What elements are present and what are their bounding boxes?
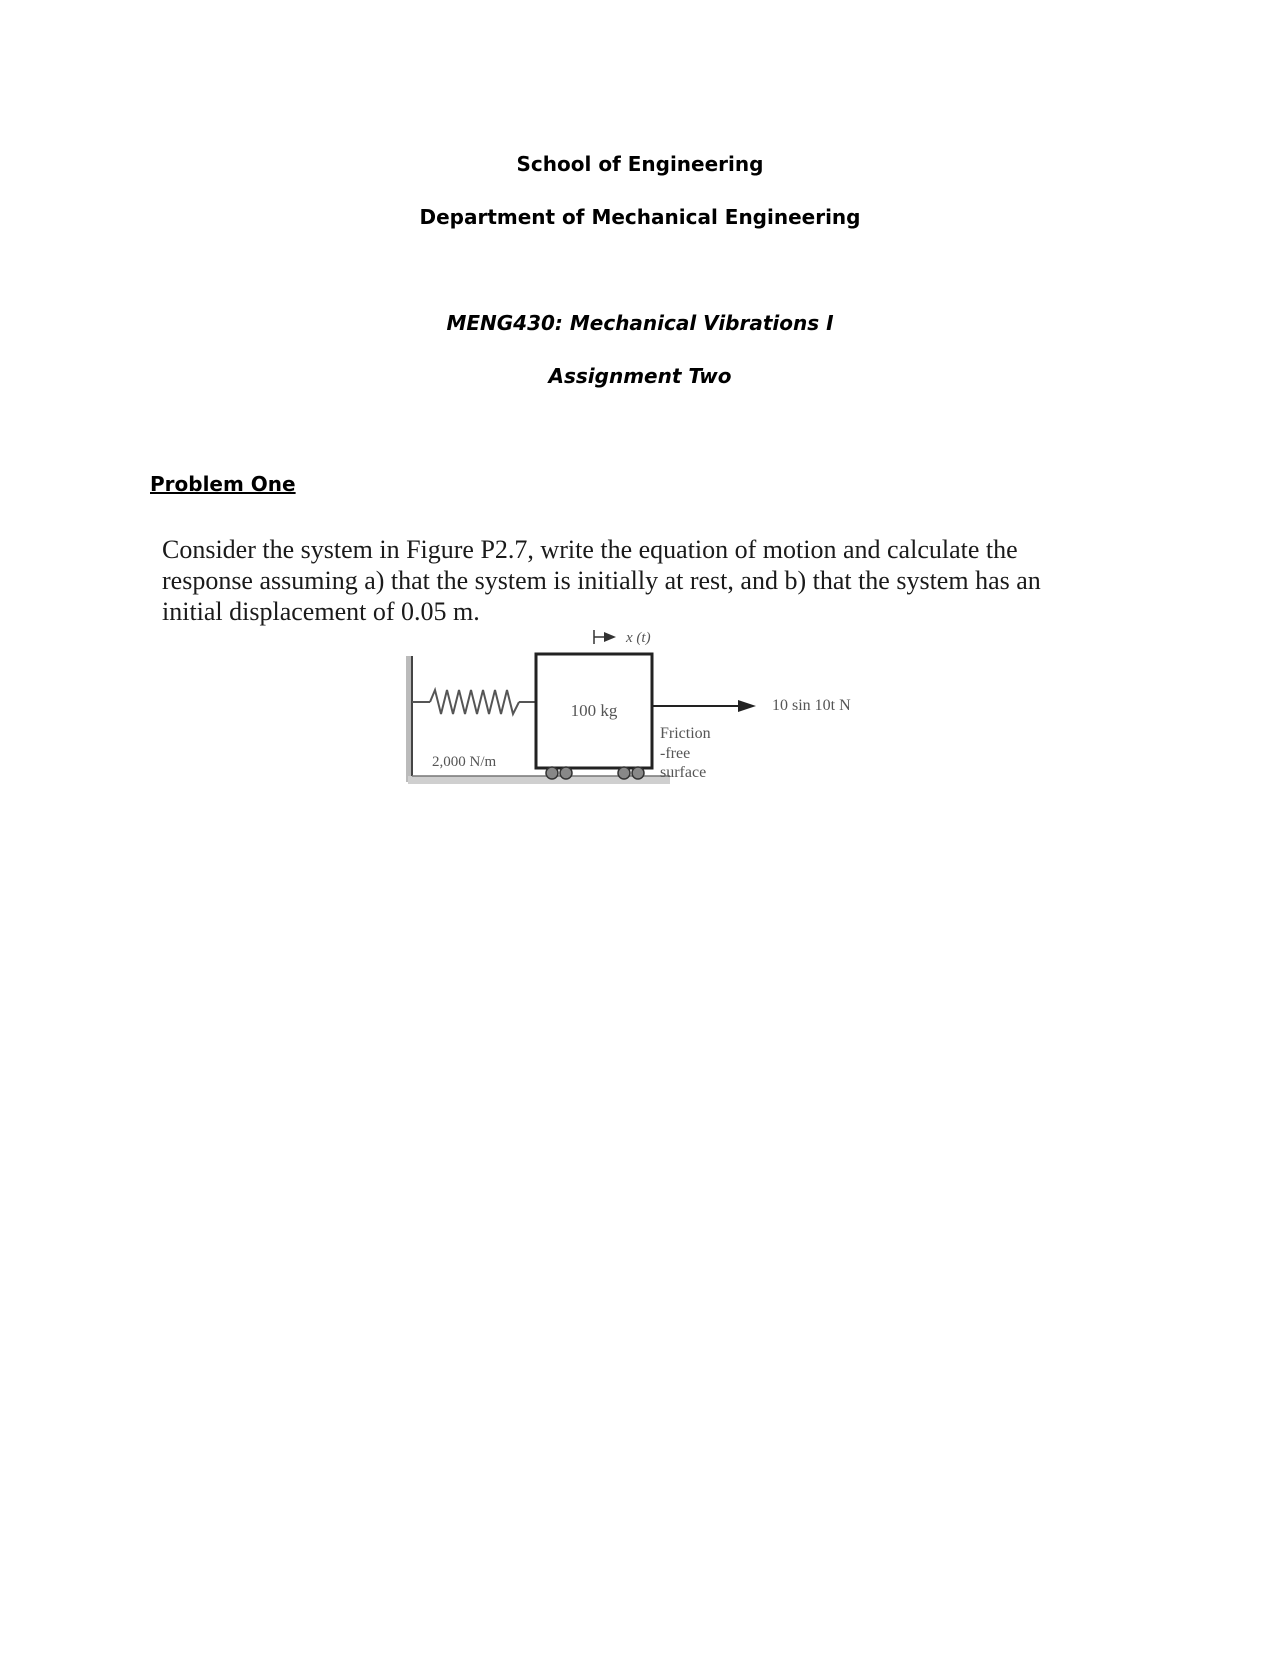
course-title: MENG430: Mechanical Vibrations I	[446, 311, 834, 335]
force-arrow	[652, 700, 756, 712]
spring	[412, 690, 536, 714]
ground-surface	[408, 776, 670, 784]
wall	[406, 656, 412, 782]
figure-p2-7	[400, 624, 900, 804]
assignment-title: Assignment Two	[548, 364, 732, 388]
displacement-arrow	[594, 630, 616, 644]
mass-label: 100 kg	[570, 701, 618, 720]
school-title: School of Engineering	[516, 152, 764, 176]
surface-label-line3: surface	[660, 764, 707, 781]
surface-label-line1: Friction	[660, 725, 711, 742]
surface-label-line2: -free	[660, 745, 691, 762]
department-title: Department of Mechanical Engineering	[419, 205, 861, 229]
problem-heading: Problem One	[150, 472, 296, 496]
problem-statement: Consider the system in Figure P2.7, write the equation of motion and calculate the response assuming a) that the system is initially at rest, and b) that the system has an initial displacement of 0.05 m.	[162, 535, 1041, 626]
force-label: 10 sin 10t N	[772, 697, 851, 714]
spring-constant-label: 2,000 N/m	[432, 754, 497, 770]
displacement-label: x (t)	[626, 630, 651, 646]
